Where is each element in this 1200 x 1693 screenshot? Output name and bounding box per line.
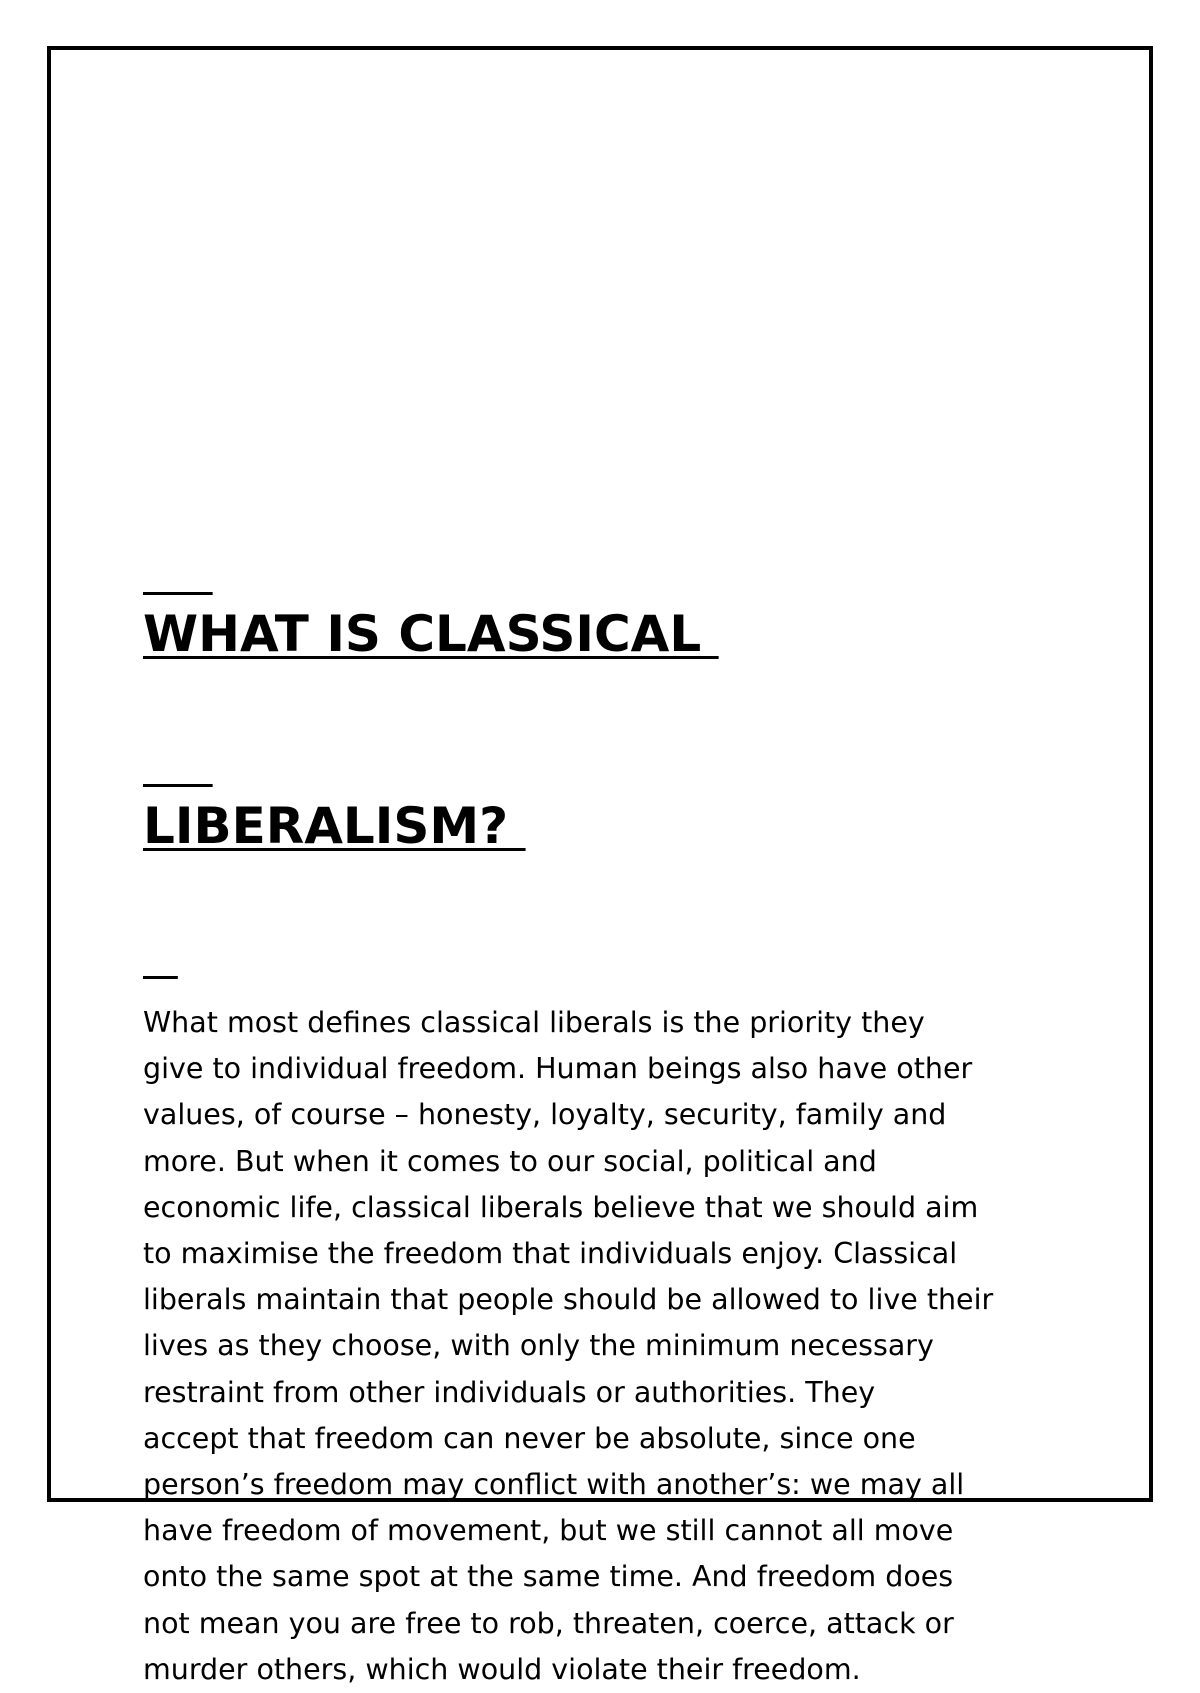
document-title [143,474,1083,986]
body-line: liberals maintain that people should be allowed to live their [143,1283,994,1317]
body-line: more. But when it comes to our social, political and [143,1144,877,1178]
body-line: values, of course – honesty, loyalty, security, family and [143,1098,947,1132]
body-line: have freedom of movement, but we still cannot all move [143,1514,954,1548]
body-paragraph [143,1000,1083,1693]
body-line: accept that freedom can never be absolute, since one [143,1421,916,1455]
body-line: What most defines classical liberals is the priority they [143,1006,925,1039]
body-line: economic life, classical liberals believe that we should aim [143,1190,979,1224]
body-line: restraint from other individuals or authorities. They [143,1375,876,1409]
body-line: give to individual freedom. Human beings also have other [143,1052,973,1086]
body-line: lives as they choose, with only the minimum necessary [143,1329,934,1363]
body-line: onto the same spot at the same time. And freedom does [143,1560,954,1594]
title-line: WHAT IS CLASSICAL [143,605,719,663]
title-line: LIBERALISM? [143,797,526,855]
body-line: person’s freedom may conflict with another’s: we may all [143,1468,965,1502]
body-line: not mean you are free to rob, threaten, coerce, attack or [143,1606,954,1640]
body-line: to maximise the freedom that individuals enjoy. Classical [143,1237,958,1271]
document-content [143,474,1083,1693]
body-line: murder others, which would violate their freedom. [143,1652,861,1686]
